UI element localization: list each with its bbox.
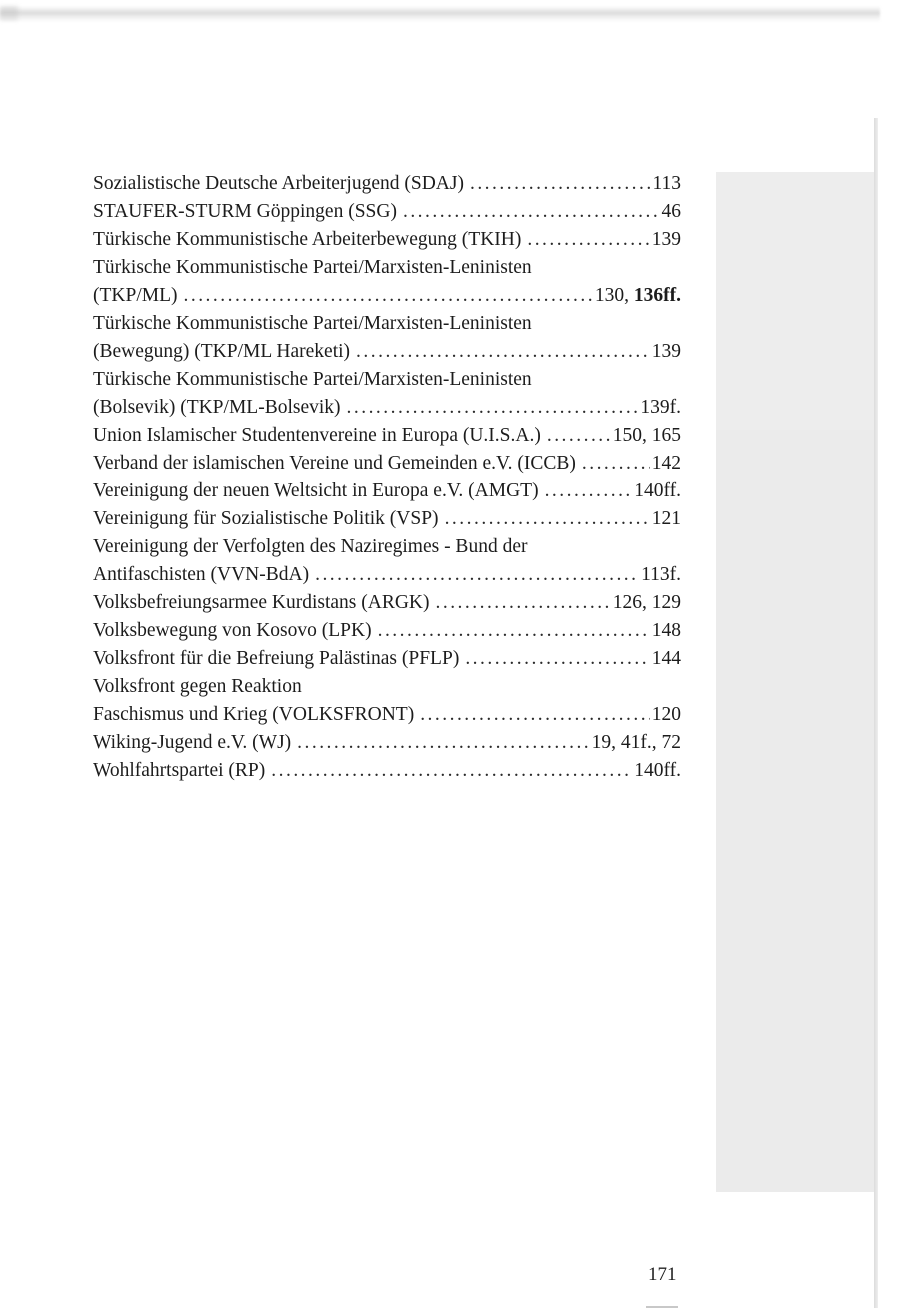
entry-pages-regular: 130,	[594, 284, 634, 306]
index-line	[93, 589, 681, 617]
index-entry	[93, 254, 681, 310]
entry-label: Türkische Kommunistische Partei/Marxisten-Leninisten	[93, 256, 532, 278]
entry-label: Türkische Kommunistische Arbeiterbewegung (TKIH)	[93, 228, 522, 250]
index-line	[93, 310, 681, 338]
dot-leader	[378, 617, 650, 645]
index-line	[93, 533, 681, 561]
index-entry	[93, 729, 681, 757]
entry-label: Verband der islamischen Vereine und Gemeinden e.V. (ICCB)	[93, 452, 576, 474]
entry-label: (Bewegung) (TKP/ML Hareketi)	[93, 340, 351, 362]
entry-pages: 19, 41f., 72	[591, 732, 681, 754]
entry-pages: 140ff.	[634, 760, 681, 782]
dot-leader	[297, 729, 589, 757]
entry-label: Union Islamischer Studentenvereine in Europa (U.I.S.A.)	[93, 424, 541, 446]
index-line	[93, 338, 681, 366]
index-line	[93, 477, 681, 505]
page-number-underline	[646, 1306, 678, 1308]
index-entry	[93, 422, 681, 450]
index-entry	[93, 617, 681, 645]
index-line	[93, 282, 681, 310]
index-line	[93, 254, 681, 282]
entry-pages: 126, 129	[612, 592, 681, 614]
index-line	[93, 394, 681, 422]
entry-label: Wohlfahrtspartei (RP)	[93, 760, 266, 782]
dot-leader	[547, 422, 611, 450]
entry-pages: 139f.	[640, 396, 681, 418]
index-entry	[93, 198, 681, 226]
index-line	[93, 422, 681, 450]
entry-pages: 142	[651, 452, 681, 474]
index-line	[93, 617, 681, 645]
index-entry	[93, 366, 681, 422]
organization-index	[93, 170, 681, 785]
index-entry	[93, 226, 681, 254]
entry-label: Vereinigung für Sozialistische Politik (VSP)	[93, 508, 439, 530]
entry-pages: 150, 165	[612, 424, 681, 446]
dot-leader	[403, 198, 660, 226]
index-line	[93, 673, 681, 701]
index-entry	[93, 450, 681, 478]
dot-leader	[465, 645, 649, 673]
page-edge-line	[874, 118, 878, 1308]
entry-pages: 139	[651, 340, 681, 362]
index-entry	[93, 170, 681, 198]
entry-pages: 46	[661, 200, 681, 222]
entry-pages: 140ff.	[634, 480, 681, 502]
index-entry	[93, 645, 681, 673]
index-line	[93, 561, 681, 589]
index-entry	[93, 505, 681, 533]
dot-leader	[470, 170, 651, 198]
entry-label: Sozialistische Deutsche Arbeiterjugend (SDAJ)	[93, 173, 464, 194]
dot-leader	[582, 450, 650, 478]
index-entry	[93, 757, 681, 785]
entry-label: Volksfront gegen Reaktion	[93, 676, 302, 698]
entry-label: Faschismus und Krieg (VOLKSFRONT)	[93, 704, 415, 726]
entry-pages: 121	[651, 508, 681, 530]
entry-pages-main: 136ff.	[633, 284, 681, 306]
index-line	[93, 729, 681, 757]
index-line	[93, 645, 681, 673]
index-line	[93, 170, 681, 198]
entry-pages: 120	[651, 704, 681, 726]
entry-label: Volksbewegung von Kosovo (LPK)	[93, 620, 372, 642]
dot-leader	[527, 226, 649, 254]
index-line	[93, 226, 681, 254]
page-number: 171	[648, 1264, 677, 1285]
entry-label: Volksfront für die Befreiung Palästinas (PFLP)	[93, 648, 460, 670]
index-line	[93, 450, 681, 478]
index-entry	[93, 533, 681, 589]
dot-leader	[315, 561, 639, 589]
index-entry	[93, 589, 681, 617]
dot-leader	[184, 282, 593, 310]
entry-label: Wiking-Jugend e.V. (WJ)	[93, 732, 292, 754]
index-line	[93, 366, 681, 394]
index-entry	[93, 477, 681, 505]
dot-leader	[545, 477, 633, 505]
dot-leader	[436, 589, 611, 617]
entry-label: Türkische Kommunistische Partei/Marxisten-Leninisten	[93, 368, 532, 390]
entry-label: (Bolsevik) (TKP/ML-Bolsevik)	[93, 396, 341, 418]
entry-pages: 139	[651, 228, 681, 250]
dot-leader	[347, 394, 639, 422]
entry-label: (TKP/ML)	[93, 284, 178, 306]
index-line	[93, 757, 681, 785]
index-entry	[93, 310, 681, 366]
entry-label: Vereinigung der Verfolgten des Naziregimes - Bund der	[93, 536, 528, 558]
entry-label: Vereinigung der neuen Weltsicht in Europa e.V. (AMGT)	[93, 480, 539, 502]
dot-leader	[420, 701, 650, 729]
index-line	[93, 701, 681, 729]
entry-pages: 148	[651, 620, 681, 642]
entry-pages: 144	[651, 648, 681, 670]
index-line	[93, 198, 681, 226]
dot-leader	[445, 505, 650, 533]
entry-label: STAUFER-STURM Göppingen (SSG)	[93, 200, 397, 222]
entry-pages: 113f.	[641, 564, 681, 586]
thumb-index-band-lower	[716, 430, 876, 1192]
index-entry	[93, 673, 681, 729]
entry-label: Türkische Kommunistische Partei/Marxisten-Leninisten	[93, 312, 532, 334]
entry-label: Volksbefreiungsarmee Kurdistans (ARGK)	[93, 592, 430, 614]
entry-pages: 113	[652, 173, 681, 194]
dot-leader	[356, 338, 650, 366]
scan-shadow-top	[0, 6, 880, 22]
entry-pages	[595, 282, 681, 310]
dot-leader	[271, 757, 632, 785]
index-line	[93, 505, 681, 533]
entry-label: Antifaschisten (VVN-BdA)	[93, 564, 310, 586]
